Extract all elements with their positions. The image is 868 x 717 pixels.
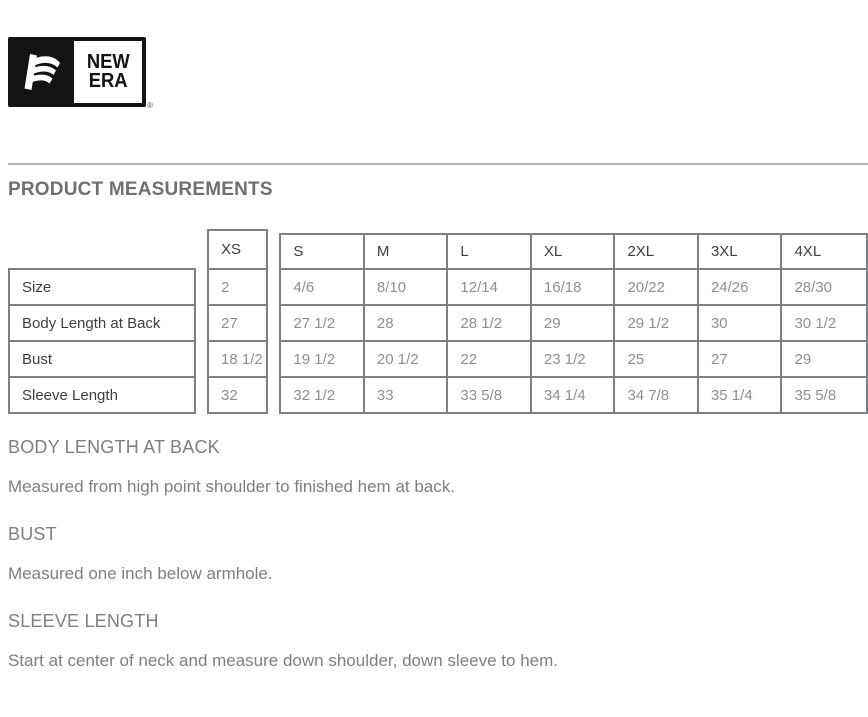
measurement-cell: 8/10 bbox=[365, 270, 449, 306]
measurement-cell: 2 bbox=[209, 270, 266, 306]
definition-text: Measured from high point shoulder to finished hem at back. bbox=[8, 477, 455, 496]
measurement-cell: 19 1/2 bbox=[281, 342, 365, 378]
row-labels-column bbox=[8, 268, 196, 414]
measurement-cell: 30 bbox=[699, 306, 783, 342]
measurement-definitions bbox=[8, 437, 868, 671]
measurement-cell: 34 1/4 bbox=[532, 378, 616, 412]
definition-heading: BUST bbox=[8, 524, 57, 544]
measurement-cell: 29 bbox=[532, 306, 616, 342]
measurement-cell: 29 1/2 bbox=[615, 306, 699, 342]
measurement-cell: 16/18 bbox=[532, 270, 616, 306]
measurement-cell: 20/22 bbox=[615, 270, 699, 306]
definition-item bbox=[8, 611, 868, 671]
size-column-header-l[interactable]: L bbox=[448, 235, 532, 270]
new-era-wordmark bbox=[74, 41, 142, 103]
registered-trademark-mark: ® bbox=[147, 101, 153, 110]
measurement-cell: 32 1/2 bbox=[281, 378, 365, 412]
section-divider bbox=[8, 163, 868, 165]
measurement-cell: 35 1/4 bbox=[699, 378, 783, 412]
measurement-cell: 20 1/2 bbox=[365, 342, 449, 378]
measurement-cell: 28 1/2 bbox=[448, 306, 532, 342]
measurement-cell: 12/14 bbox=[448, 270, 532, 306]
size-column-header-2xl[interactable]: 2XL bbox=[615, 235, 699, 270]
size-column-header-xl[interactable]: XL bbox=[532, 235, 616, 270]
sizes-grid bbox=[279, 233, 868, 414]
size-column-header-xs[interactable]: XS bbox=[209, 231, 266, 270]
size-column-header-4xl[interactable]: 4XL bbox=[782, 235, 866, 270]
measurement-cell: 32 bbox=[221, 386, 238, 404]
measurement-cell: 22 bbox=[448, 342, 532, 378]
row-label: Sleeve Length bbox=[22, 386, 118, 404]
page-title: PRODUCT MEASUREMENTS bbox=[8, 179, 273, 200]
wordmark-line-1: NEW bbox=[86, 51, 130, 73]
size-column-header-m[interactable]: M bbox=[365, 235, 449, 270]
measurement-cell: 23 1/2 bbox=[532, 342, 616, 378]
measurement-cell: 28/30 bbox=[782, 270, 866, 306]
measurement-cell: 33 bbox=[365, 378, 449, 412]
wordmark-line-2: ERA bbox=[88, 70, 128, 92]
definition-item bbox=[8, 524, 868, 584]
measurement-cell: 27 1/2 bbox=[281, 306, 365, 342]
selected-size-column bbox=[207, 229, 268, 414]
measurement-cell: 25 bbox=[615, 342, 699, 378]
definition-heading: BODY LENGTH AT BACK bbox=[8, 437, 220, 457]
measurement-cell: 27 bbox=[699, 342, 783, 378]
size-table bbox=[8, 229, 868, 414]
measurement-cell: 4/6 bbox=[281, 270, 365, 306]
row-label: Size bbox=[10, 270, 194, 306]
row-label: Bust bbox=[10, 342, 194, 378]
definition-text: Start at center of neck and measure down shoulder, down sleeve to hem. bbox=[8, 651, 558, 670]
new-era-flag-icon bbox=[8, 37, 74, 107]
measurement-cell: 28 bbox=[365, 306, 449, 342]
measurement-cell: 27 bbox=[209, 306, 266, 342]
new-era-logo bbox=[8, 37, 153, 110]
measurement-cell: 30 1/2 bbox=[782, 306, 866, 342]
page-root bbox=[0, 37, 868, 717]
size-column-header-s[interactable]: S bbox=[281, 235, 365, 270]
measurement-cell: 18 1/2 bbox=[209, 342, 266, 378]
measurement-cell: 34 7/8 bbox=[615, 378, 699, 412]
measurement-cell: 24/26 bbox=[699, 270, 783, 306]
definition-heading: SLEEVE LENGTH bbox=[8, 611, 159, 631]
measurement-cell: 35 5/8 bbox=[794, 386, 837, 404]
size-column-header-3xl[interactable]: 3XL bbox=[699, 235, 783, 270]
definition-item bbox=[8, 437, 868, 497]
definition-text: Measured one inch below armhole. bbox=[8, 564, 273, 583]
measurement-cell: 33 5/8 bbox=[448, 378, 532, 412]
measurement-cell: 29 bbox=[782, 342, 866, 378]
row-label: Body Length at Back bbox=[10, 306, 194, 342]
